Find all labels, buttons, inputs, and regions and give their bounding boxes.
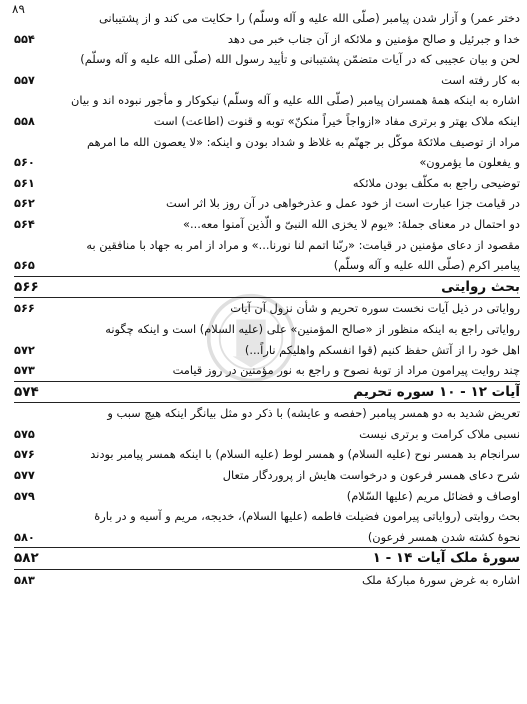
toc-entry <box>14 570 520 591</box>
toc-entry <box>14 132 520 153</box>
toc-entry <box>14 486 520 507</box>
toc-entry <box>14 527 520 548</box>
toc-entry-title: خدا و جبرئیل و صالح مؤمنین و ملائکه از آن جناب خبر می دهد <box>227 31 520 46</box>
toc-entry-title: لحن و بیان عجیبی که در آیات متضمّن پشتیبانی و تأیید رسول الله (صلّی الله علیه و آله وسلّم) <box>80 52 520 67</box>
toc-entry <box>14 29 520 50</box>
toc-entry-title: دختر عمر) و آزار شدن پیامبر (صلّی الله علیه و آله وسلّم) را حکایت می کند و از پشتیبانی <box>98 11 520 25</box>
toc-entry-title: اهل خود را از آتش حفظ کنیم (قوا انفسکم واهلیکم ناراً...) <box>244 342 520 357</box>
toc-entry <box>14 152 520 173</box>
toc-entry-page-number: ۵۶۶ <box>14 278 39 295</box>
toc-entry <box>14 214 520 235</box>
toc-entry-title: چند روایت پیرامون مراد از توبهٔ نصوح و راجع به نور مؤمنین در روز قیامت <box>172 363 520 378</box>
toc-entry-page-number: ۵۶۲ <box>14 196 35 211</box>
toc-entry-page-number: ۵۸۲ <box>14 550 39 567</box>
toc-entry-page-number: ۵۷۶ <box>14 447 35 462</box>
toc-entry <box>14 49 520 70</box>
toc-entry <box>14 465 520 486</box>
table-of-contents <box>14 8 520 591</box>
toc-entry <box>14 173 520 194</box>
toc-entry-page-number: ۵۷۲ <box>14 342 35 357</box>
toc-section-heading <box>14 277 520 298</box>
toc-entry-title: اینکه ملاک بهتر و برتری مفاد «ازواجاً خیراً منکنّ» توبه و قنوت (اطاعت) است <box>153 113 520 128</box>
toc-entry-title: بحث روایتی (روایاتی پیرامون فضیلت فاطمه (علیها السلام)، خدیجه، مریم و آسیه و در بارهٔ <box>94 509 520 524</box>
toc-entry-page-number: ۵۷۵ <box>14 426 35 441</box>
toc-entry-title: اوصاف و فضائل مریم (علیها السّلام) <box>346 488 520 503</box>
toc-entry-page-number: ۵۵۸ <box>14 113 35 128</box>
toc-entry <box>14 424 520 445</box>
toc-entry-title: اشاره به غرض سورهٔ مبارکهٔ ملک <box>361 573 520 588</box>
toc-entry-title: بحث روایتی <box>441 278 520 295</box>
toc-section-heading <box>14 548 520 569</box>
toc-entry-page-number: ۵۸۳ <box>14 573 35 588</box>
toc-entry-title: مقصود از دعای مؤمنین در قیامت: «ربّنا اتمم لنا نورنا...» و مراد از امر به جهاد با منافقین به <box>86 237 520 252</box>
toc-entry-page-number: ۵۶۱ <box>14 175 35 190</box>
toc-entry-title: پیامبر اکرم (صلّی الله علیه و آله وسلّم) <box>333 258 520 273</box>
toc-entry-title: روایاتی در ذیل آیات نخست سوره تحریم و شأن نزول آن آیات <box>230 301 520 316</box>
toc-entry <box>14 111 520 132</box>
toc-entry-title: در قیامت جزا عبارت است از خود عمل و عذرخواهی در آن روز بلا اثر است <box>166 196 520 211</box>
toc-entry <box>14 193 520 214</box>
toc-entry-page-number: ۵۵۴ <box>14 31 35 46</box>
toc-entry <box>14 90 520 111</box>
toc-entry-title: شرح دعای همسر فرعون و درخواست هایش از پروردگار متعال <box>222 468 520 483</box>
toc-entry-title: مراد از توصیف ملائکهٔ موکّل بر جهنّم به غلاظ و شداد بودن و اینکه: «لا یعصون الله ما امرهم <box>87 134 520 149</box>
toc-entry-page-number: ۵۷۷ <box>14 468 35 483</box>
toc-entry <box>14 360 520 381</box>
toc-section-heading <box>14 382 520 403</box>
toc-entry <box>14 444 520 465</box>
toc-entry-title: سورهٔ ملک آیات ۱۴ - ۱ <box>372 550 520 567</box>
toc-entry <box>14 506 520 527</box>
toc-entry-title: روایاتی راجع به اینکه منظور از «صالح المؤمنین» علی (علیه السلام) است و اینکه چگونه <box>105 321 520 336</box>
toc-entry <box>14 298 520 319</box>
toc-entry-page-number: ۵۸۰ <box>14 529 35 544</box>
toc-entry-page-number: ۵۷۹ <box>14 488 35 503</box>
toc-entry-title: و یفعلون ما یؤمرون» <box>419 155 520 170</box>
toc-entry-title: آیات ۱۲ - ۱۰ سوره تحریم <box>353 383 520 400</box>
toc-entry <box>14 319 520 340</box>
toc-entry <box>14 8 520 29</box>
toc-entry-page-number: ۵۷۴ <box>14 383 39 400</box>
toc-entry-title: نحوهٔ کشته شدن همسر فرعون) <box>367 529 520 544</box>
toc-entry-title: نسبی ملاک کرامت و برتری نیست <box>359 426 520 441</box>
toc-entry <box>14 340 520 361</box>
toc-entry-title: تعریض شدید به دو همسر پیامبر (حفصه و عایشه) با ذکر دو مثل بیانگر اینکه هیچ سبب و <box>107 406 520 421</box>
toc-entry-page-number: ۵۷۳ <box>14 363 35 378</box>
toc-entry <box>14 70 520 91</box>
toc-entry-page-number: ۵۶۴ <box>14 216 35 231</box>
toc-entry-title: اشاره به اینکه همهٔ همسران پیامبر (صلّی الله علیه و آله وسلّم) نیکوکار و مأجور نبوده اند و بیان <box>71 93 520 108</box>
toc-entry-title: توضیحی راجع به مکلّف بودن ملائکه <box>352 175 520 190</box>
toc-entry-title: به کار رفته است <box>441 72 520 87</box>
toc-entry-page-number: ۵۶۵ <box>14 258 35 273</box>
toc-entry-title: دو احتمال در معنای جملهٔ: «یوم لا یخزی الله النبیّ و الّذین آمنوا معه...» <box>182 216 520 231</box>
toc-entry-page-number: ۵۶۶ <box>14 301 35 316</box>
toc-entry <box>14 235 520 256</box>
toc-entry <box>14 403 520 424</box>
toc-entry-page-number: ۵۶۰ <box>14 155 35 170</box>
page-number: ۸۹ <box>12 2 25 16</box>
toc-entry-title: سرانجام بد همسر نوح (علیه السلام) و همسر لوط (علیه السلام) با اینکه همسر پیامبر بودند <box>90 447 520 462</box>
toc-entry-page-number: ۵۵۷ <box>14 72 35 87</box>
toc-entry <box>14 255 520 276</box>
